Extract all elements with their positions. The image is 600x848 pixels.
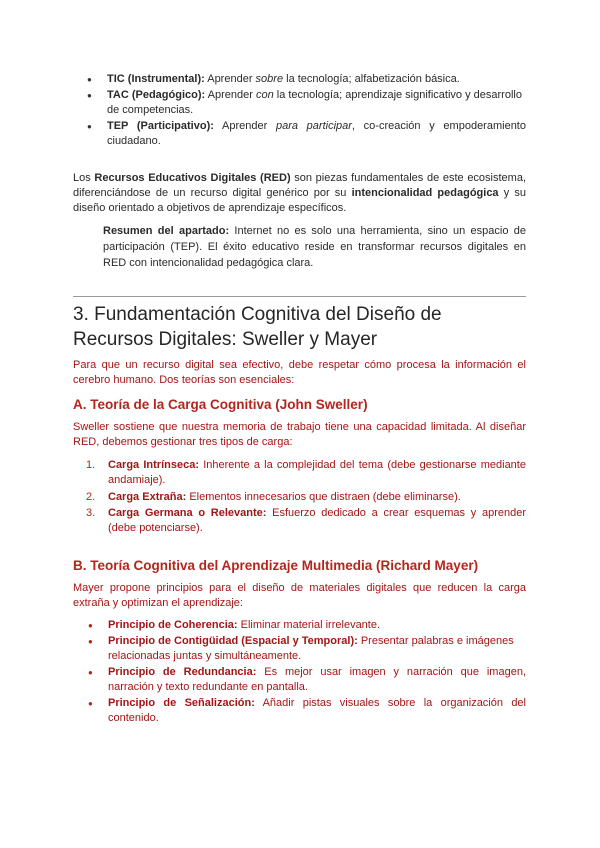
section-divider	[73, 296, 526, 297]
list-item: 2. Carga Extraña: Elementos innecesarios que distraen (debe eliminarse).	[86, 491, 461, 503]
red-definition-paragraph: Los Recursos Educativos Digitales (RED) son piezas fundamentales de este ecosistema, diferenciándose de un recurso digital genérico por su intencionalidad pedagógica y su diseño orientado a objetivos de aprendizaje específicos.	[73, 172, 527, 214]
section-3-heading: 3. Fundamentación Cognitiva del Diseño de Recursos Digitales: Sweller y Mayer	[73, 304, 442, 350]
list-item: 3. Carga Germana o Relevante: Esfuerzo dedicado a crear esquemas y aprender (debe potenciarse).	[86, 507, 527, 534]
section-b-heading: B. Teoría Cognitiva del Aprendizaje Multimedia (Richard Mayer)	[73, 558, 479, 573]
list-item-term: TAC (Pedagógico):	[107, 89, 206, 101]
list-item: ● Principio de Señalización: Añadir pistas visuales sobre la organización del contenido.	[108, 696, 526, 726]
cognitive-load-list	[86, 458, 527, 536]
list-item: ● TIC (Instrumental): Aprender sobre la tecnología; alfabetización básica.	[107, 72, 526, 87]
list-item-term: TIC (Instrumental):	[107, 73, 205, 85]
list-item: ● Principio de Contigüidad (Espacial y Temporal): Presentar palabras e imágenes relacionadas juntas y simultáneamente.	[108, 634, 526, 664]
section-a-intro: Sweller sostiene que nuestra memoria de trabajo tiene una capacidad limitada. Al diseñar RED, debemos gestionar tres tipos de carga:	[73, 421, 526, 448]
list-item: 1. Carga Intrínseca: Inherente a la complejidad del tema (debe gestionarse mediante andamiaje).	[86, 459, 526, 486]
section-b-intro: Mayer propone principios para el diseño de materiales digitales que reducen la carga extraña y optimizan el aprendizaje:	[73, 582, 526, 609]
section-summary: Resumen del apartado: Internet no es solo una herramienta, sino un espacio de participación (TEP). El éxito educativo reside en transformar recursos digitales en RED con intencionalidad pedagógica clara.	[103, 225, 526, 269]
section-a-heading: A. Teoría de la Carga Cognitiva (John Sweller)	[73, 397, 368, 412]
summary-label: Resumen del apartado:	[103, 225, 230, 237]
list-item: ● TAC (Pedagógico): Aprender con la tecnología; aprendizaje significativo y desarrollo de competencias.	[107, 88, 526, 118]
tic-tac-tep-list	[107, 72, 526, 149]
section-3-intro: Para que un recurso digital sea efectivo, debe respetar cómo procesa la información el cerebro humano. Dos teorías son esenciales:	[73, 359, 526, 386]
list-item-term: TEP (Participativo):	[107, 120, 214, 132]
list-item: ● Principio de Redundancia: Es mejor usar imagen y narración que imagen, narración y texto redundante en pantalla.	[108, 665, 526, 695]
list-item: ● TEP (Participativo): Aprender para participar, co-creación y empoderamiento ciudadano.	[107, 119, 526, 149]
list-item: ● Principio de Coherencia: Eliminar material irrelevante.	[108, 618, 526, 633]
mayer-principles-list	[108, 618, 526, 726]
